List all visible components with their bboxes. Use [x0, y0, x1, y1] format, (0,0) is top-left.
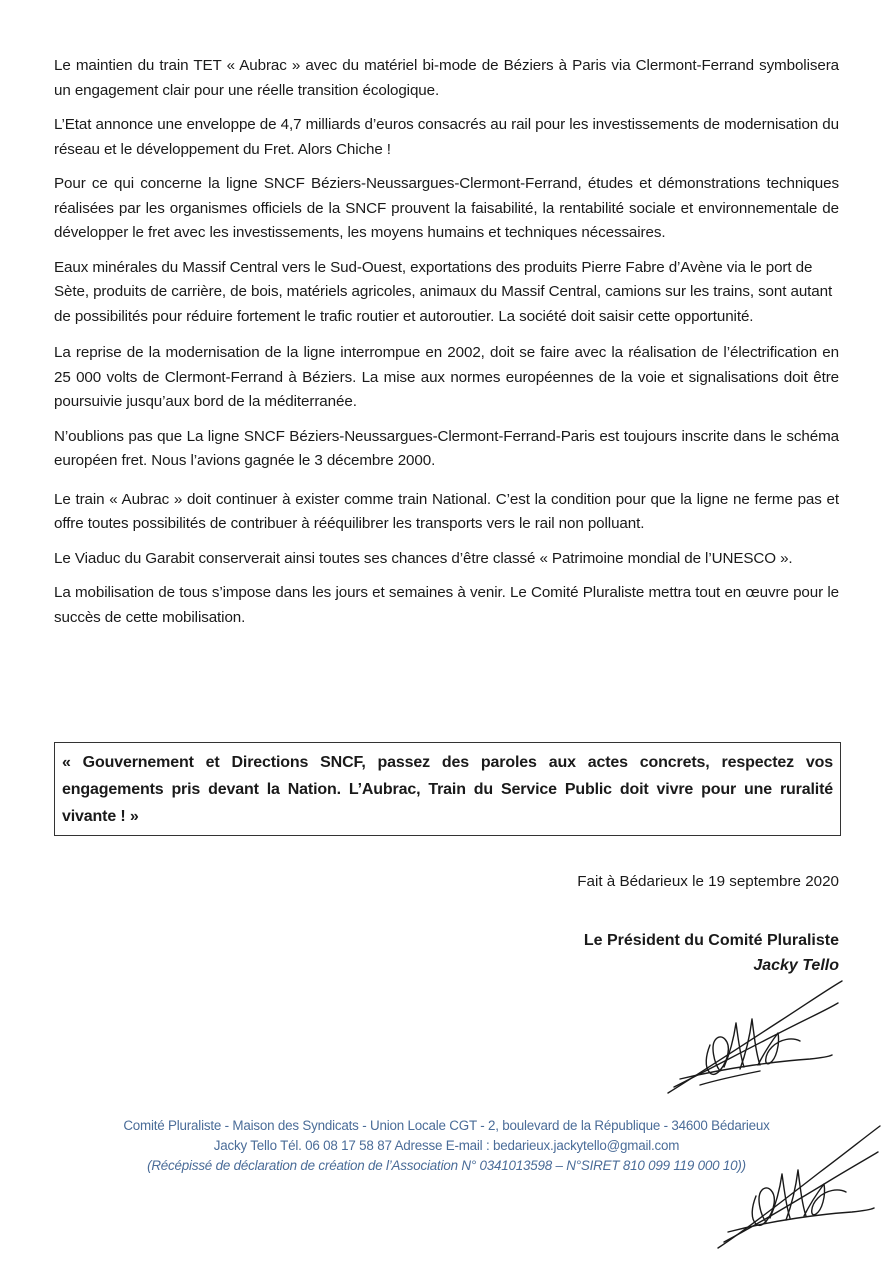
paragraph-enveloppe-etat: L’Etat annonce une enveloppe de 4,7 milliards d’euros consacrés au rail pour les investissements de modernisation du réseau et le développement du Fret. Alors Chiche !: [54, 116, 839, 158]
paragraph-train-national: Le train « Aubrac » doit continuer à exister comme train National. C’est la condition pour que la ligne ne ferme pas et offre toutes possibilités de contribuer à rééquilibrer les transports vers le rail non polluant.: [54, 490, 839, 532]
handwritten-signature-icon: [660, 975, 850, 1100]
signatory-block: [584, 928, 839, 978]
place-date: Fait à Bédarieux le 19 septembre 2020: [577, 873, 839, 890]
signatory-title: Le Président du Comité Pluraliste: [583, 932, 839, 949]
footer-registration: (Récépissé de déclaration de création de l’Association N° 0341013598 – N°SIRET 810 099 119 000 10)): [147, 1158, 746, 1173]
paragraph-eaux-minerales: Eaux minérales du Massif Central vers le Sud-Ouest, exportations des produits Pierre Fabre d’Avène via le port de Sète, produits de carrière, de bois, matériels agricoles, animaux du Massif Central, camions sur les trains, sont autant de possibilités pour réduire fortement le trafic routier et autoroutier. La société doit saisir cette opportunité.: [54, 258, 833, 325]
paragraph-ligne-fret: Pour ce qui concerne la ligne SNCF Béziers-Neussargues-Clermont-Ferrand, études et démonstrations techniques réalisées par les organismes officiels de la SNCF prouvent la faisabilité, la rentabilité sociale et environnementale de développer le fret avec les investissements, les moyens humains et techniques nécessaires.: [54, 175, 839, 241]
paragraph-electrification: La reprise de la modernisation de la ligne interrompue en 2002, doit se faire avec la réalisation de l’électrification en 25 000 volts de Clermont-Ferrand à Béziers. La mise aux normes européennes de la voie et signalisations doit être poursuivie jusqu’aux bord de la méditerranée.: [54, 344, 839, 410]
letter-body: [54, 54, 839, 630]
paragraph-aubrac-maintien: Le maintien du train TET « Aubrac » avec du matériel bi-mode de Béziers à Paris via Clermont-Ferrand symbolisera un engagement clair pour une réelle transition écologique.: [54, 57, 839, 99]
signatory-name: Jacky Tello: [753, 957, 839, 974]
paragraph-schema-europeen: N’oublions pas que La ligne SNCF Béziers-Neussargues-Clermont-Ferrand-Paris est toujours inscrite dans le schéma européen fret. Nous l’avions gagnée le 3 décembre 2000.: [54, 427, 839, 469]
callout-box: [54, 742, 841, 836]
callout-text: « Gouvernement et Directions SNCF, passez des paroles aux actes concrets, respectez vos engagements pris devant la Nation. L’Aubrac, Train du Service Public doit vivre pour une ruralité vivante ! »: [62, 754, 833, 825]
footer-address: Comité Pluraliste - Maison des Syndicats - Union Locale CGT - 2, boulevard de la République - 34600 Bédarieux: [123, 1118, 770, 1133]
handwritten-signature-overlay-icon: [712, 1120, 887, 1255]
paragraph-mobilisation: La mobilisation de tous s’impose dans les jours et semaines à venir. Le Comité Pluraliste mettra tout en œuvre pour le succès de cette mobilisation.: [54, 584, 839, 626]
footer-contact: Jacky Tello Tél. 06 08 17 58 87 Adresse E-mail : bedarieux.jackytello@gmail.com: [213, 1138, 680, 1153]
paragraph-viaduc-garabit: Le Viaduc du Garabit conserverait ainsi toutes ses chances d’être classé « Patrimoine mondial de l’UNESCO ».: [54, 549, 793, 567]
